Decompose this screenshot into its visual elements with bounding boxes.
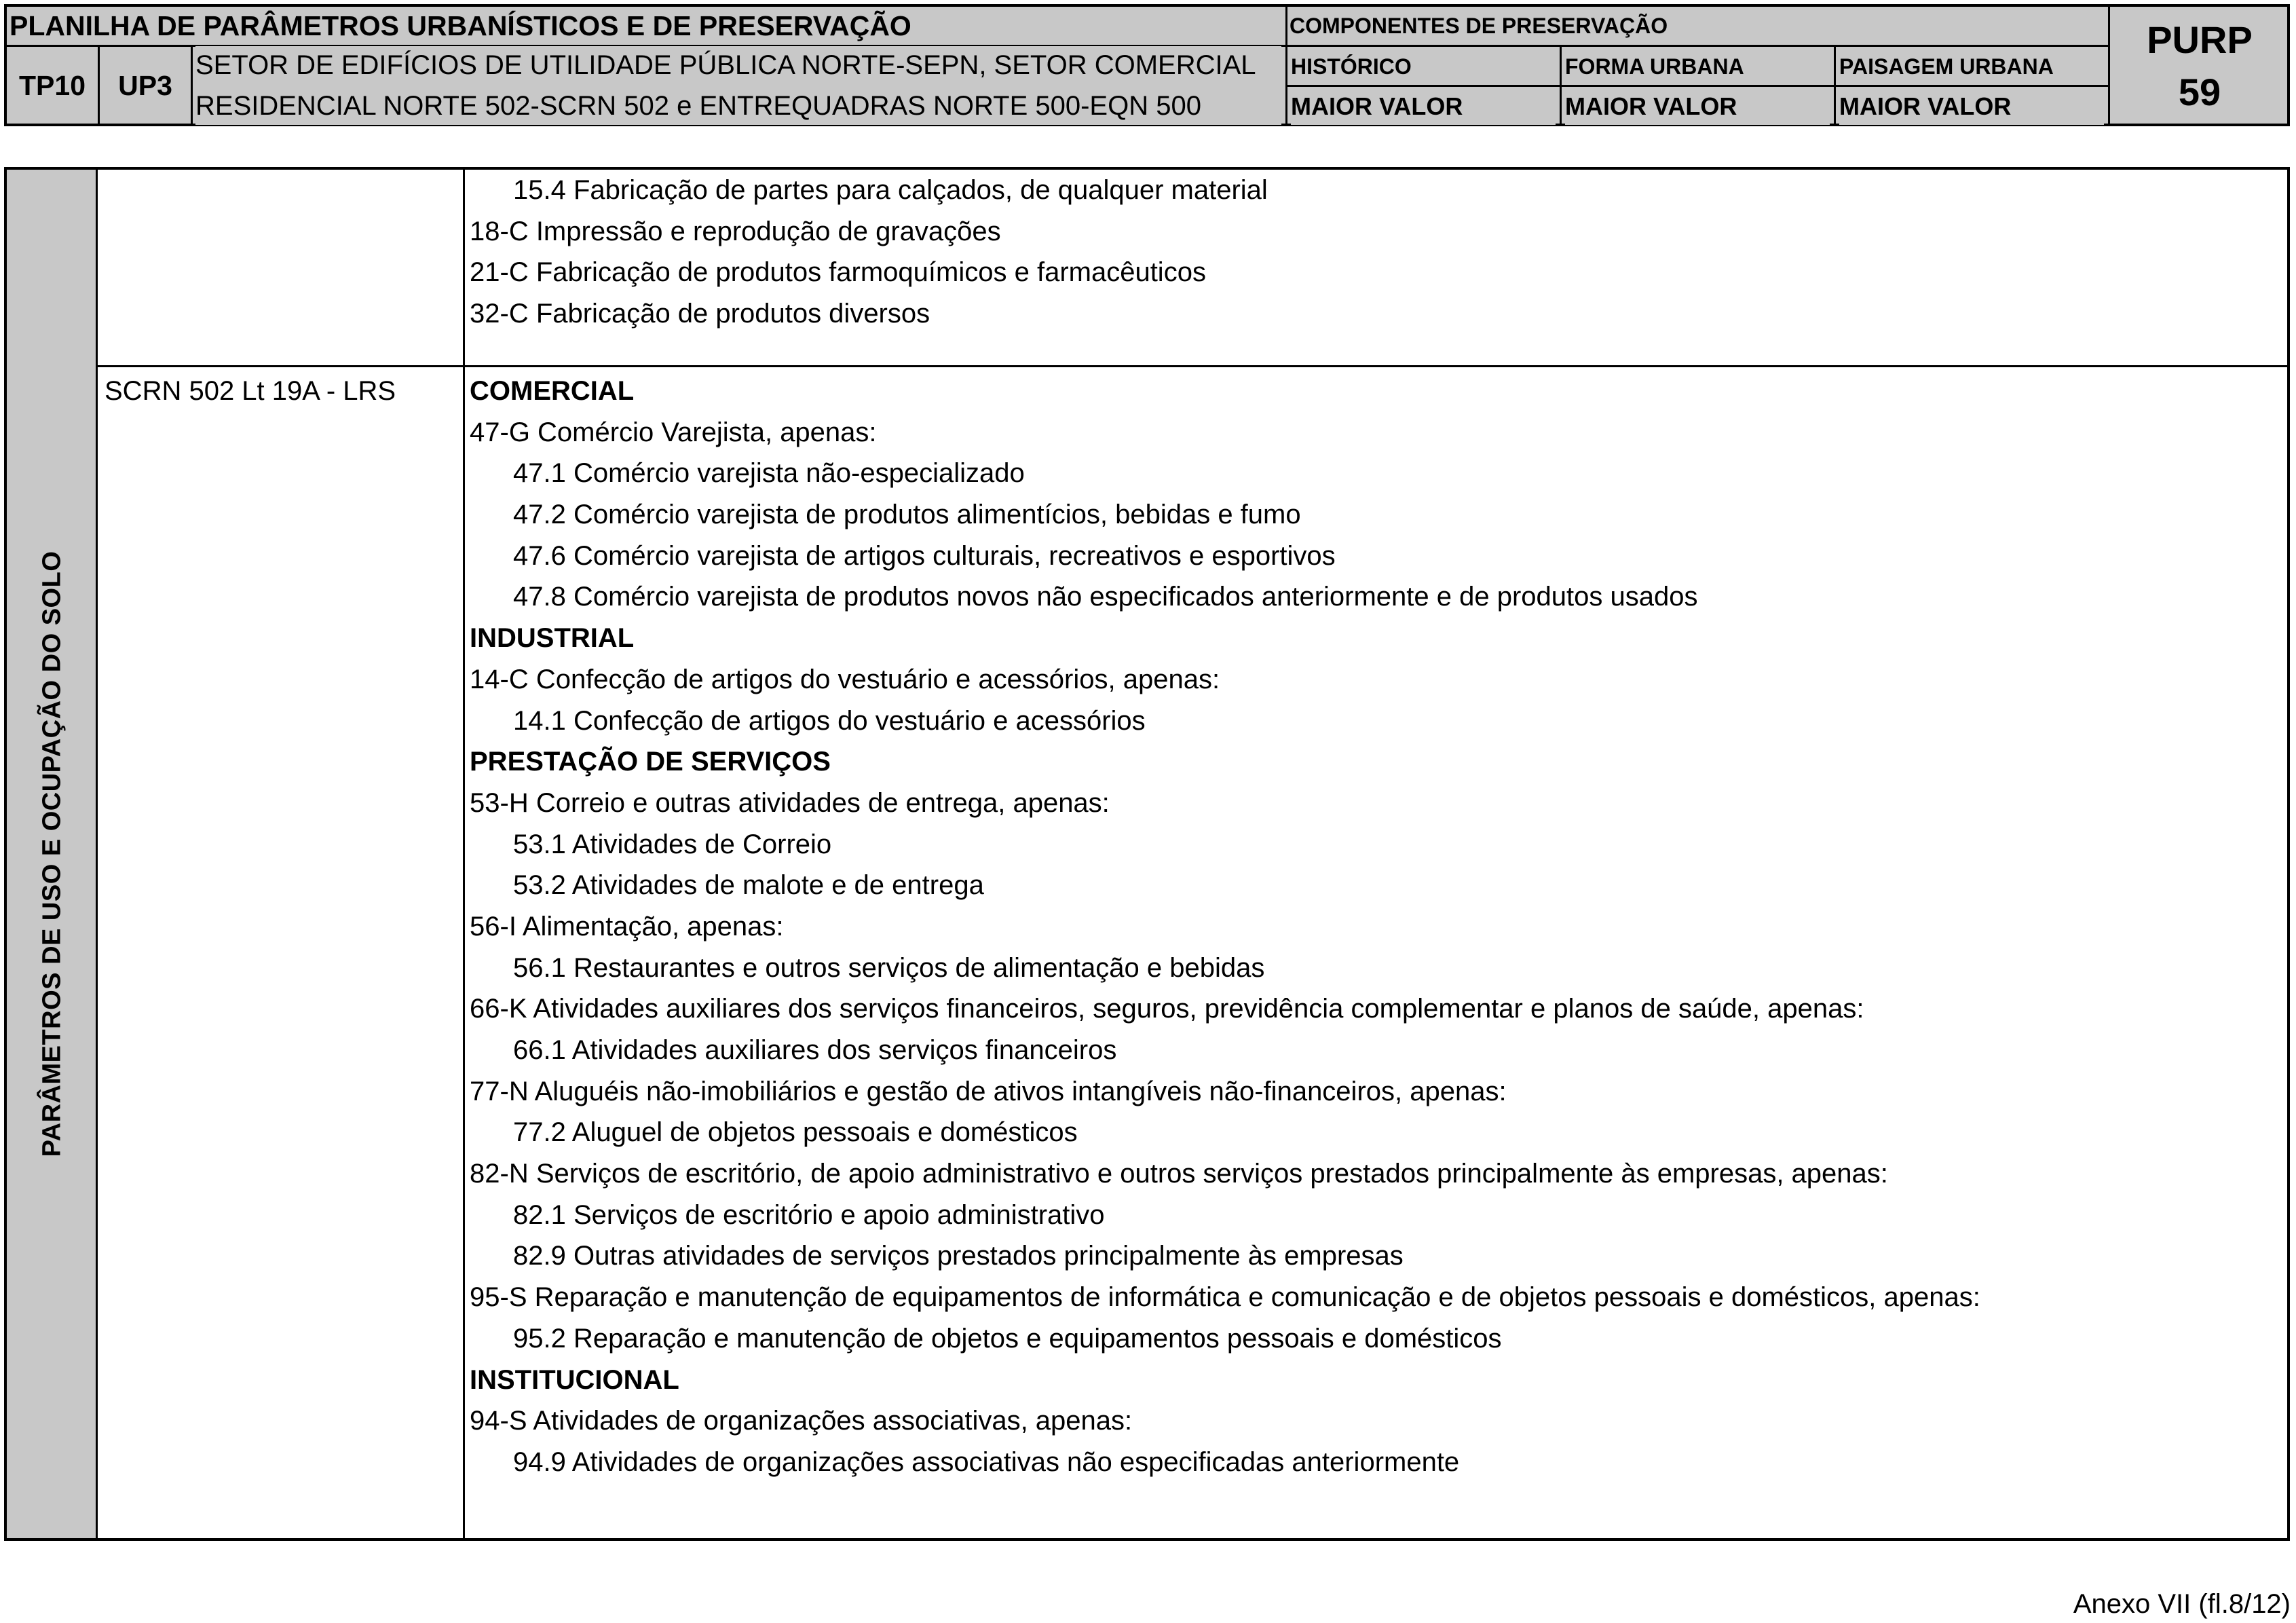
componente-paisagem-urbana-value: MAIOR VALOR: [1839, 87, 2104, 125]
componente-historico-value: MAIOR VALOR: [1291, 87, 1556, 125]
activity-item: 18-C Impressão e reprodução de gravações: [470, 216, 1001, 246]
activity-item: 14-C Confecção de artigos do vestuário e acessórios, apenas:: [470, 664, 1220, 694]
document-title: PLANILHA DE PARÂMETROS URBANÍSTICOS E DE PRESERVAÇÃO: [10, 7, 1285, 45]
purp-label: PURP: [2112, 7, 2287, 68]
activity-subitem: 77.2 Aluguel de objetos pessoais e domésticos: [513, 1117, 1078, 1148]
activity-item: 53-H Correio e outras atividades de entrega, apenas:: [470, 787, 1110, 818]
activity-subitem: 14.1 Confecção de artigos do vestuário e acessórios: [513, 705, 1146, 736]
activity-item: 21-C Fabricação de produtos farmoquímicos e farmacêuticos: [470, 257, 1206, 288]
activity-subitem: 53.1 Atividades de Correio: [513, 829, 832, 859]
activity-subitem: 56.1 Restaurantes e outros serviços de alimentação e bebidas: [513, 952, 1265, 983]
activity-subitem: 47.2 Comércio varejista de produtos alimentícios, bebidas e fumo: [513, 500, 1301, 530]
activity-item: 82-N Serviços de escritório, de apoio administrativo e outros serviços prestados principalmente às empresas, apenas:: [470, 1159, 1888, 1189]
header-divider: [1560, 45, 1562, 124]
category-heading: INDUSTRIAL: [470, 623, 635, 654]
componente-forma-urbana-value: MAIOR VALOR: [1565, 87, 1830, 125]
category-heading: INSTITUCIONAL: [470, 1364, 679, 1395]
activity-item: 95-S Reparação e manutenção de equipamentos de informática e comunicação e de objetos pessoais e domésticos, apenas:: [470, 1282, 1980, 1313]
componente-historico-label: HISTÓRICO: [1291, 47, 1556, 85]
activity-item: 56-I Alimentação, apenas:: [470, 911, 784, 941]
activity-subitem: 95.2 Reparação e manutenção de objetos e equipamentos pessoais e domésticos: [513, 1323, 1502, 1354]
componentes-title: COMPONENTES DE PRESERVAÇÃO: [1290, 7, 2104, 45]
activity-item: 32-C Fabricação de produtos diversos: [470, 299, 930, 329]
activity-item: 47-G Comércio Varejista, apenas:: [470, 417, 877, 447]
header-divider: [191, 45, 193, 124]
row-divider: [98, 365, 2287, 367]
activity-subitem: 47.1 Comércio varejista não-especializado: [513, 458, 1025, 489]
lote-label: SCRN 502 Lt 19A - LRS: [105, 376, 396, 406]
category-heading: COMERCIAL: [470, 376, 635, 406]
componente-forma-urbana-label: FORMA URBANA: [1565, 47, 1830, 85]
column-divider: [463, 170, 465, 1538]
activity-subitem: 66.1 Atividades auxiliares dos serviços financeiros: [513, 1035, 1117, 1065]
activity-subitem: 15.4 Fabricação de partes para calçados, de qualquer material: [513, 175, 1268, 205]
activity-subitem: 94.9 Atividades de organizações associativas não especificadas anteriormente: [513, 1447, 1460, 1477]
setor-name-line-2: RESIDENCIAL NORTE 502-SCRN 502 e ENTREQUADRAS NORTE 500-EQN 500: [195, 87, 1281, 125]
side-label-cell: [7, 170, 98, 1538]
document-header: [4, 4, 2290, 126]
uses-list-scrn-502-lt-19a: [470, 371, 2275, 1483]
tp-code: TP10: [7, 48, 98, 124]
activity-subitem: 82.1 Serviços de escritório e apoio administrativo: [513, 1199, 1105, 1230]
componente-paisagem-urbana-label: PAISAGEM URBANA: [1839, 47, 2104, 85]
activity-subitem: 53.2 Atividades de malote e de entrega: [513, 870, 984, 901]
activity-subitem: 47.8 Comércio varejista de produtos novos não especificados anteriormente e de produtos usados: [513, 582, 1698, 612]
header-divider: [1285, 7, 1287, 124]
page-footer: Anexo VII (fl.8/12): [2073, 1589, 2291, 1619]
setor-name-line-1: SETOR DE EDIFÍCIOS DE UTILIDADE PÚBLICA NORTE-SEPN, SETOR COMERCIAL: [195, 46, 1281, 84]
up-code: UP3: [100, 48, 191, 124]
parameters-table: [4, 167, 2290, 1541]
purp-number: 59: [2112, 65, 2287, 124]
header-divider: [1834, 45, 1836, 124]
uses-list-continued: [470, 170, 2275, 335]
category-heading: PRESTAÇÃO DE SERVIÇOS: [470, 747, 831, 777]
activity-item: 66-K Atividades auxiliares dos serviços financeiros, seguros, previdência complementar e planos de saúde, apenas:: [470, 994, 1864, 1024]
activity-subitem: 47.6 Comércio varejista de artigos culturais, recreativos e esportivos: [513, 540, 1336, 571]
activity-item: 94-S Atividades de organizações associativas, apenas:: [470, 1406, 1133, 1436]
side-label: PARÂMETROS DE USO E OCUPAÇÃO DO SOLO: [37, 551, 67, 1157]
activity-subitem: 82.9 Outras atividades de serviços prestados principalmente às empresas: [513, 1241, 1404, 1271]
activity-item: 77-N Aluguéis não-imobiliários e gestão de ativos intangíveis não-financeiros, apenas:: [470, 1076, 1507, 1106]
header-divider: [2108, 7, 2110, 124]
